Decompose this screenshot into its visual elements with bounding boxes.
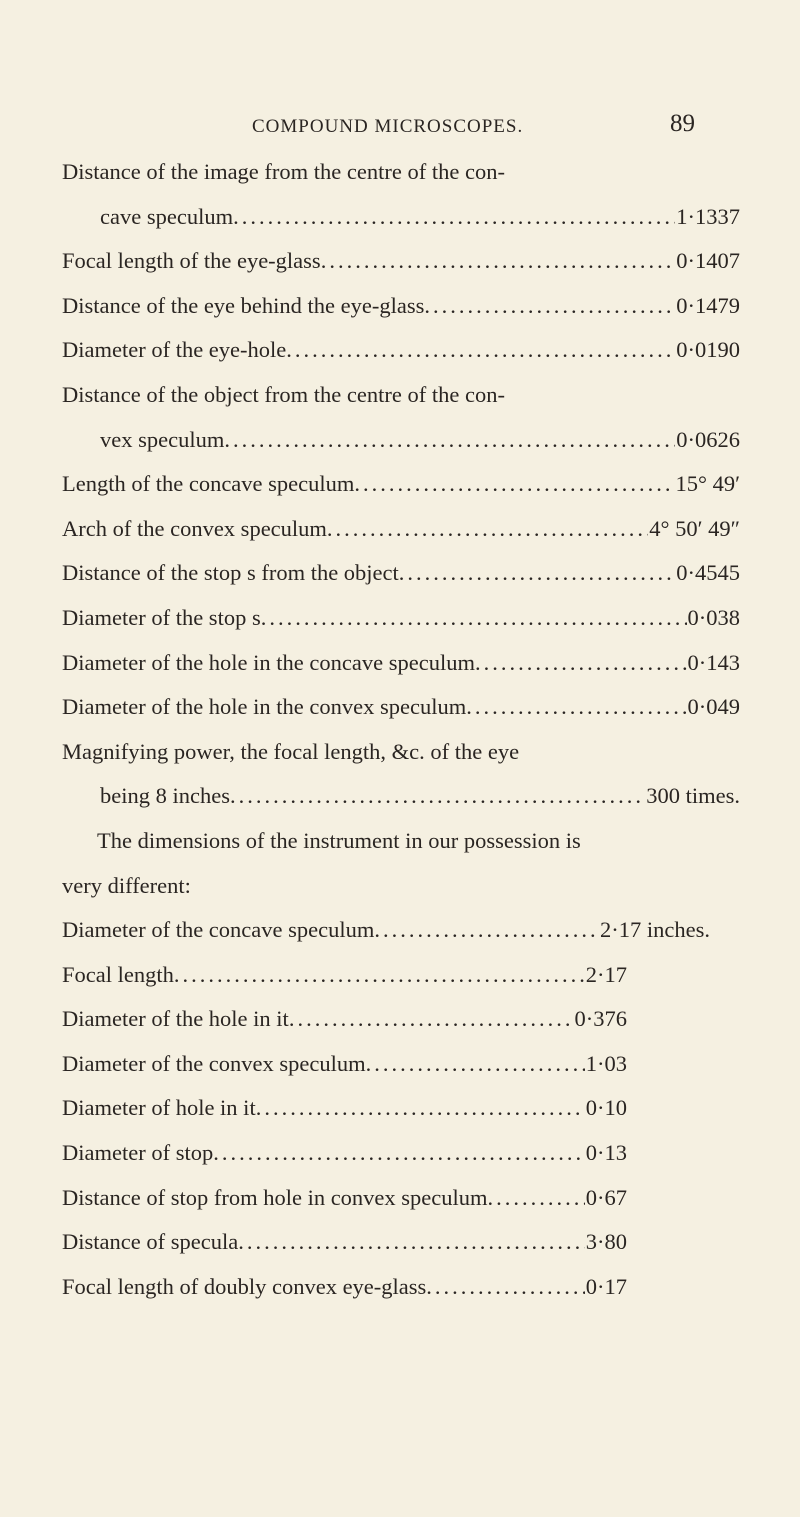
dot-leader bbox=[230, 774, 645, 819]
paragraph-line bbox=[62, 819, 740, 864]
running-title: COMPOUND MICROSCOPES. bbox=[252, 116, 524, 137]
line-text: The dimensions of the instrument in our possession is bbox=[97, 827, 581, 853]
entry-value: 0·10 bbox=[585, 1095, 627, 1121]
entry-label: Length of the concave speculum bbox=[62, 471, 355, 497]
dot-leader bbox=[286, 328, 675, 373]
dot-leader bbox=[426, 1265, 584, 1310]
entry-label: cave speculum bbox=[100, 203, 234, 229]
dot-leader bbox=[321, 239, 676, 284]
entry-label: Diameter of hole in it bbox=[62, 1095, 256, 1121]
entry-row bbox=[62, 507, 740, 552]
entry-value: 0·0190 bbox=[676, 337, 740, 363]
entry-label: Focal length of the eye-glass bbox=[62, 248, 321, 274]
entry-row bbox=[62, 997, 627, 1042]
entry-label: Distance of the stop s from the object bbox=[62, 560, 399, 586]
dot-leader bbox=[327, 507, 648, 552]
dot-leader bbox=[213, 1131, 585, 1176]
entry-value: 0·049 bbox=[687, 694, 740, 720]
dot-leader bbox=[466, 685, 686, 730]
entry-row bbox=[62, 1220, 627, 1265]
entry-value: 0·67 bbox=[585, 1184, 627, 1210]
entry-label: Diameter of the hole in it bbox=[62, 1006, 289, 1032]
text-line bbox=[62, 373, 740, 418]
line-text: Distance of the object from the centre of the con- bbox=[62, 381, 505, 407]
line-text: very different: bbox=[62, 872, 191, 898]
entry-row bbox=[62, 418, 740, 463]
entry-label: Diameter of stop bbox=[62, 1140, 214, 1166]
entry-label: being 8 inches bbox=[100, 783, 230, 809]
dot-leader bbox=[374, 908, 599, 953]
dot-leader bbox=[399, 551, 675, 596]
entry-row bbox=[62, 953, 627, 998]
entry-value: 0·376 bbox=[574, 1006, 627, 1032]
dot-leader bbox=[488, 1176, 585, 1221]
entry-row bbox=[62, 239, 740, 284]
dot-leader bbox=[261, 596, 687, 641]
entry-value: 2·17 bbox=[585, 961, 627, 987]
entry-label: Diameter of the hole in the convex speculum bbox=[62, 694, 467, 720]
entry-label: Diameter of the convex speculum bbox=[62, 1050, 366, 1076]
entry-row bbox=[62, 774, 740, 819]
entry-value: 0·13 bbox=[585, 1140, 627, 1166]
text-line bbox=[62, 730, 740, 775]
dot-leader bbox=[256, 1086, 585, 1131]
entry-row bbox=[62, 685, 740, 730]
entry-row bbox=[62, 462, 740, 507]
entry-value: 4° 50′ 49″ bbox=[649, 515, 740, 541]
dot-leader bbox=[424, 284, 675, 329]
entry-label: Arch of the convex speculum bbox=[62, 515, 327, 541]
dot-leader bbox=[354, 462, 674, 507]
entry-row bbox=[62, 1265, 627, 1310]
entry-value: 0·17 bbox=[585, 1273, 627, 1299]
entry-value: 0·038 bbox=[687, 604, 740, 630]
dot-leader bbox=[174, 953, 585, 998]
entry-row bbox=[62, 596, 740, 641]
entry-value: 2·17 inches. bbox=[600, 917, 710, 943]
entry-row bbox=[62, 1086, 627, 1131]
entry-value: 1·03 bbox=[585, 1050, 627, 1076]
page-number: 89 bbox=[670, 110, 695, 137]
entry-label: Focal length of doubly convex eye-glass bbox=[62, 1273, 427, 1299]
entry-label: Diameter of the concave speculum bbox=[62, 917, 375, 943]
dot-leader bbox=[233, 195, 675, 240]
dot-leader bbox=[224, 418, 675, 463]
entry-label: Diameter of the stop s bbox=[62, 604, 261, 630]
entry-value: 3·80 bbox=[585, 1229, 627, 1255]
text-line bbox=[62, 150, 740, 195]
entry-label: Distance of specula bbox=[62, 1229, 239, 1255]
entry-value: 1·1337 bbox=[676, 203, 740, 229]
measurement-table bbox=[62, 150, 740, 1309]
entry-row bbox=[62, 1176, 627, 1221]
page-header bbox=[0, 110, 800, 150]
entry-value: 300 times. bbox=[646, 783, 740, 809]
entry-value: 0·143 bbox=[687, 649, 740, 675]
entry-label: Distance of the eye behind the eye-glass bbox=[62, 292, 425, 318]
entry-row bbox=[62, 1131, 627, 1176]
dot-leader bbox=[366, 1042, 585, 1087]
entry-label: Focal length bbox=[62, 961, 174, 987]
line-text: Distance of the image from the centre of the con- bbox=[62, 159, 505, 184]
entry-value: 0·1479 bbox=[676, 292, 740, 318]
entry-value: 0·0626 bbox=[676, 426, 740, 452]
entry-row bbox=[62, 641, 740, 686]
entry-value: 0·1407 bbox=[676, 248, 740, 274]
entry-label: Distance of stop from hole in convex speculum bbox=[62, 1184, 488, 1210]
text-line bbox=[62, 864, 740, 909]
entry-label: vex speculum bbox=[100, 426, 225, 452]
entry-label: Diameter of the eye-hole bbox=[62, 337, 287, 363]
entry-row bbox=[62, 284, 740, 329]
entry-row bbox=[62, 328, 740, 373]
entry-value: 15° 49′ bbox=[675, 471, 740, 497]
entry-row bbox=[62, 195, 740, 240]
entry-value: 0·4545 bbox=[676, 560, 740, 586]
line-text: Magnifying power, the focal length, &c. of the eye bbox=[62, 738, 520, 764]
entry-row bbox=[62, 1042, 627, 1087]
entry-label: Diameter of the hole in the concave speculum bbox=[62, 649, 475, 675]
dot-leader bbox=[238, 1220, 585, 1265]
dot-leader bbox=[475, 641, 687, 686]
entry-row bbox=[62, 551, 740, 596]
entry-row bbox=[62, 908, 710, 953]
dot-leader bbox=[289, 997, 574, 1042]
